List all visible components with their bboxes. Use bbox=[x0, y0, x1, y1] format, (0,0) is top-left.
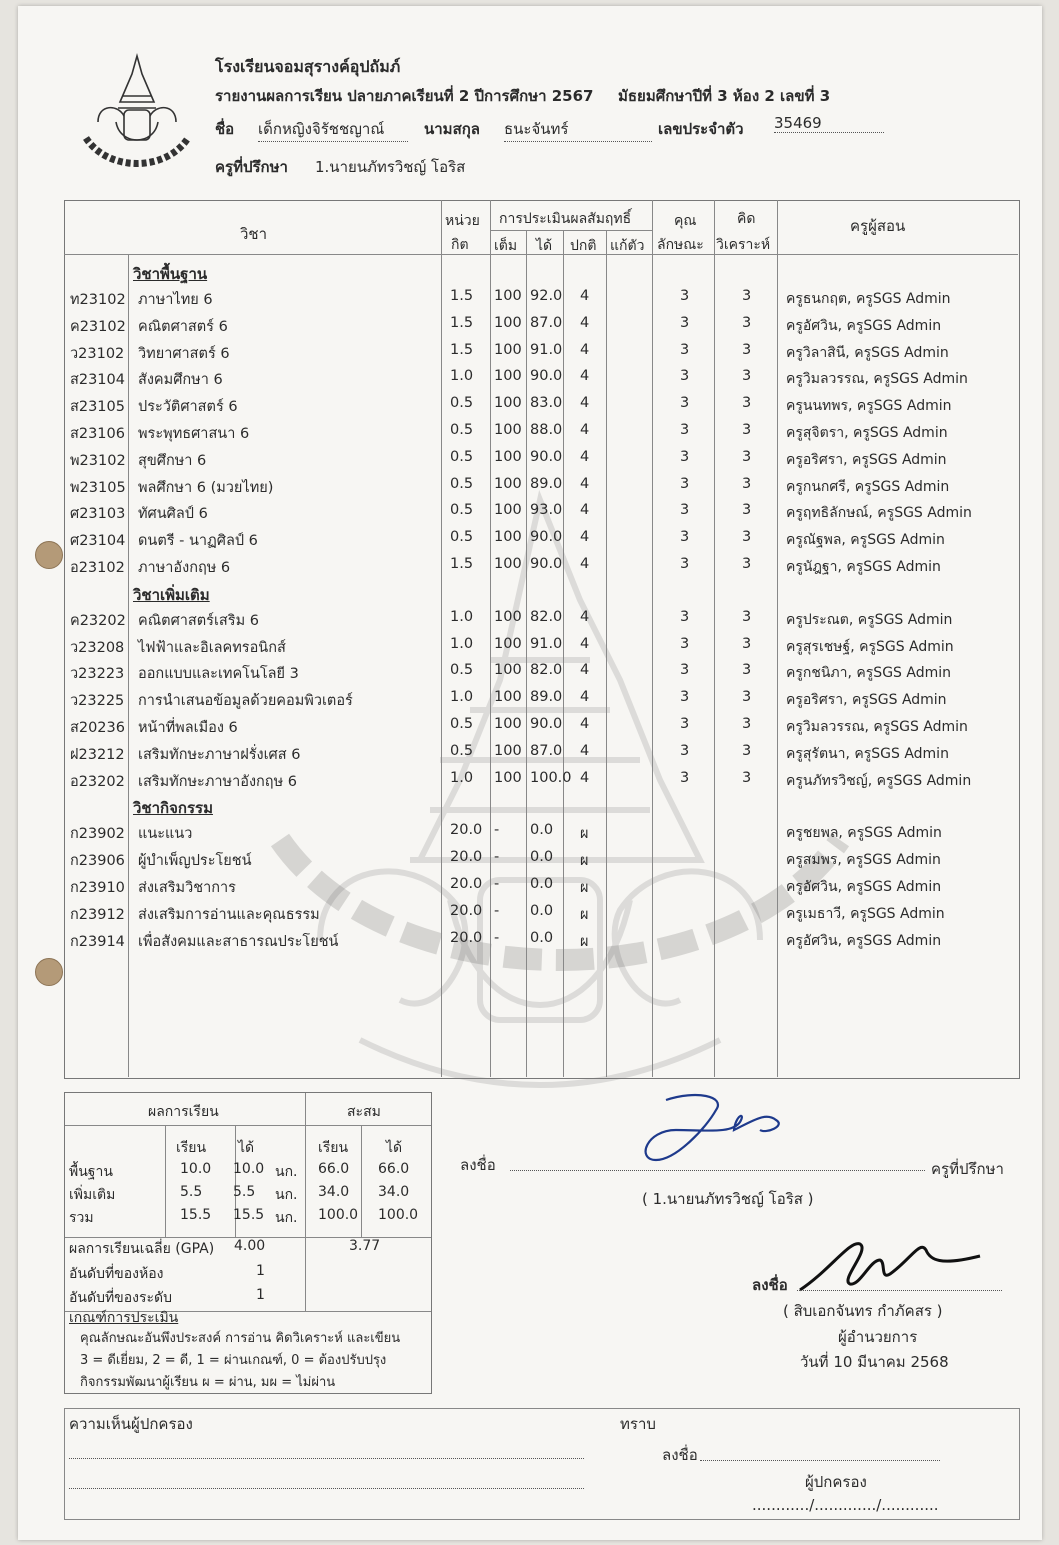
row-teacher: ครูชยพล, ครูSGS Admin bbox=[786, 825, 942, 842]
rank-level-value: 1 bbox=[256, 1287, 265, 1303]
row-teacher: ครูสุจิตรา, ครูSGS Admin bbox=[786, 425, 948, 441]
row-code: ค23102 bbox=[70, 318, 126, 335]
row-name: ภาษาอังกฤษ 6 bbox=[138, 560, 231, 576]
row-code: ศ23104 bbox=[70, 533, 126, 550]
row-grade: ผ bbox=[580, 906, 589, 923]
section-title: วิชาพื้นฐาน bbox=[133, 265, 208, 283]
row-name: เสริมทักษะภาษาอังกฤษ 6 bbox=[138, 773, 297, 790]
col-line bbox=[606, 230, 607, 1077]
row-think: 3 bbox=[742, 395, 752, 412]
row-name: ภาษาไทย 6 bbox=[138, 292, 213, 308]
gpa-cumulative: 3.77 bbox=[349, 1238, 381, 1254]
row-name: สังคมศึกษา 6 bbox=[138, 372, 223, 389]
row-grade: 4 bbox=[580, 314, 590, 331]
row-think: 3 bbox=[742, 769, 752, 786]
row-name: ทัศนศิลป์ 6 bbox=[138, 506, 208, 523]
row-grade: 4 bbox=[580, 395, 590, 412]
row-grade: 4 bbox=[580, 608, 590, 625]
row-think: 3 bbox=[742, 314, 752, 331]
row-quality: 3 bbox=[680, 341, 690, 358]
row-teacher: ครูสุรัตนา, ครูSGS Admin bbox=[786, 745, 949, 762]
row-credit: 1.5 bbox=[450, 314, 474, 331]
row-full: 100 bbox=[494, 422, 522, 438]
row-full: 100 bbox=[494, 608, 522, 625]
summary-label: รวม bbox=[69, 1210, 94, 1226]
summary-cum-got-header: ได้ bbox=[386, 1140, 403, 1156]
row-full: - bbox=[494, 902, 500, 919]
col-full: เต็ม bbox=[494, 238, 518, 254]
row-score: 90.0 bbox=[530, 368, 563, 385]
row-think: 3 bbox=[742, 689, 752, 706]
row-full: - bbox=[494, 876, 500, 892]
row-code: ก23902 bbox=[70, 826, 125, 843]
row-credit: 0.5 bbox=[450, 422, 474, 438]
row-grade: 4 bbox=[580, 635, 590, 652]
row-think: 3 bbox=[742, 556, 752, 572]
row-credit: 0.5 bbox=[450, 742, 474, 759]
summary-study: 10.0 bbox=[180, 1161, 212, 1177]
summary-got: 5.5 bbox=[233, 1184, 256, 1200]
row-name: เพื่อสังคมและสาธารณประโยชน์ bbox=[138, 933, 339, 950]
row-grade: 4 bbox=[580, 368, 590, 385]
row-code: ฝ23212 bbox=[70, 746, 125, 763]
advisor-printed-name: ( 1.นายนภัทรวิชญ์ โอริส ) bbox=[642, 1190, 814, 1208]
row-teacher: ครูอัศวิน, ครูSGS Admin bbox=[786, 932, 942, 949]
col-quality-2: ลักษณะ bbox=[657, 237, 704, 253]
summary-cum_study: 66.0 bbox=[318, 1161, 350, 1177]
row-name: ส่งเสริมวิชาการ bbox=[138, 880, 236, 896]
col-quality-1: คุณ bbox=[674, 213, 697, 229]
row-credit: 1.0 bbox=[450, 368, 474, 385]
col-eval: การประเมินผลสัมฤทธิ์ bbox=[499, 211, 632, 227]
row-think: 3 bbox=[742, 368, 752, 385]
summary-cum_study: 100.0 bbox=[318, 1207, 359, 1223]
summary-label: พื้นฐาน bbox=[69, 1164, 113, 1180]
row-code: ว23102 bbox=[70, 345, 125, 362]
row-credit: 20.0 bbox=[450, 876, 483, 892]
row-teacher: ครูวิมลวรรณ, ครูSGS Admin bbox=[786, 719, 968, 735]
parent-comment-label: ความเห็นผู้ปกครอง bbox=[69, 1415, 193, 1433]
row-full: 100 bbox=[494, 662, 522, 679]
col-line bbox=[714, 200, 715, 1077]
row-full: - bbox=[494, 929, 500, 946]
row-name: สุขศึกษา 6 bbox=[138, 452, 207, 469]
row-code: ก23914 bbox=[70, 933, 125, 950]
row-name: ไฟฟ้าและอิเลคทรอนิกส์ bbox=[138, 639, 286, 656]
row-teacher: ครูกชนิภา, ครูSGS Admin bbox=[786, 665, 951, 682]
row-score: 91.0 bbox=[530, 341, 563, 358]
row-grade: ผ bbox=[580, 933, 589, 950]
row-score: 91.0 bbox=[530, 635, 563, 652]
advisor-sign-label: ลงชื่อ bbox=[460, 1156, 496, 1174]
row-full: 100 bbox=[494, 395, 522, 412]
criteria-line-2: 3 = ดีเยี่ยม, 2 = ดี, 1 = ผ่านเกณฑ์, 0 = ต้องปรับปรุง bbox=[80, 1353, 387, 1368]
parent-acknowledge: ทราบ bbox=[620, 1415, 656, 1433]
row-grade: 4 bbox=[580, 716, 590, 732]
summary-unit: นก. bbox=[275, 1164, 298, 1180]
row-credit: 0.5 bbox=[450, 448, 474, 465]
rank-room-value: 1 bbox=[256, 1263, 265, 1279]
row-score: 93.0 bbox=[530, 502, 563, 519]
summary-study: 15.5 bbox=[180, 1207, 212, 1223]
advisor-name: 1.นายนภัทรวิชญ์ โอริส bbox=[315, 158, 466, 176]
row-think: 3 bbox=[742, 502, 752, 519]
row-name: พระพุทธศาสนา 6 bbox=[138, 426, 250, 442]
row-credit: 1.5 bbox=[450, 556, 474, 572]
row-name: คณิตศาสตร์เสริม 6 bbox=[138, 612, 259, 629]
row-quality: 3 bbox=[680, 288, 690, 304]
row-quality: 3 bbox=[680, 368, 690, 385]
row-teacher: ครูกนกศรี, ครูSGS Admin bbox=[786, 478, 950, 495]
row-credit: 1.0 bbox=[450, 689, 474, 706]
row-name: พลศึกษา 6 (มวยไทย) bbox=[138, 479, 274, 496]
row-grade: 4 bbox=[580, 502, 590, 519]
rank-room-label: อันดับที่ของห้อง bbox=[69, 1266, 164, 1282]
col-credit-1: หน่วย bbox=[445, 213, 480, 229]
row-teacher: ครูประณต, ครูSGS Admin bbox=[786, 611, 953, 628]
summary-cum_got: 34.0 bbox=[378, 1184, 410, 1200]
row-full: 100 bbox=[494, 716, 522, 732]
row-think: 3 bbox=[742, 529, 752, 546]
row-grade: 4 bbox=[580, 288, 590, 304]
rank-level-label: อันดับที่ของระดับ bbox=[69, 1290, 173, 1306]
row-credit: 0.5 bbox=[450, 662, 474, 679]
row-code: ส23106 bbox=[70, 426, 125, 442]
criteria-line-3: กิจกรรมพัฒนาผู้เรียน ผ = ผ่าน, มผ = ไม่ผ่าน bbox=[80, 1375, 336, 1390]
row-score: 0.0 bbox=[530, 929, 554, 946]
summary-study-header: เรียน bbox=[176, 1140, 207, 1156]
row-teacher: ครูสุรเชษฐ์, ครูSGS Admin bbox=[786, 638, 954, 655]
row-grade: 4 bbox=[580, 662, 590, 679]
col-subject: วิชา bbox=[240, 225, 268, 243]
row-name: ประวัติศาสตร์ 6 bbox=[138, 399, 238, 416]
row-think: 3 bbox=[742, 422, 752, 438]
row-teacher: ครูอริศรา, ครูSGS Admin bbox=[786, 451, 947, 468]
row-full: 100 bbox=[494, 502, 522, 519]
row-teacher: ครูสมพร, ครูSGS Admin bbox=[786, 852, 941, 869]
row-teacher: ครูอัศวิน, ครูSGS Admin bbox=[786, 879, 942, 895]
advisor-role: ครูที่ปรึกษา bbox=[931, 1160, 1004, 1178]
row-teacher: ครูนนทพร, ครูSGS Admin bbox=[786, 398, 952, 415]
row-think: 3 bbox=[742, 742, 752, 759]
row-full: 100 bbox=[494, 368, 522, 385]
row-quality: 3 bbox=[680, 689, 690, 706]
row-code: ส23105 bbox=[70, 399, 125, 416]
row-code: ค23202 bbox=[70, 612, 126, 629]
row-score: 89.0 bbox=[530, 689, 563, 706]
name-label: ชื่อ bbox=[215, 120, 235, 138]
school-logo bbox=[78, 52, 196, 180]
row-teacher: ครูธนกฤต, ครูSGS Admin bbox=[786, 291, 951, 307]
row-teacher: ครูนัฎฐา, ครูSGS Admin bbox=[786, 559, 941, 575]
row-grade: 4 bbox=[580, 769, 590, 786]
row-score: 90.0 bbox=[530, 529, 563, 546]
summary-unit: นก. bbox=[275, 1210, 298, 1226]
row-score: 90.0 bbox=[530, 556, 563, 572]
summary-got-header: ได้ bbox=[238, 1140, 255, 1156]
col-line bbox=[563, 230, 564, 1077]
eval-subdivider bbox=[490, 230, 652, 231]
surname-label: นามสกุล bbox=[424, 120, 480, 138]
gpa-label: ผลการเรียนเฉลี่ย (GPA) bbox=[69, 1241, 215, 1257]
row-full: 100 bbox=[494, 769, 522, 786]
row-quality: 3 bbox=[680, 395, 690, 412]
col-line bbox=[441, 200, 442, 1077]
row-code: ก23906 bbox=[70, 853, 125, 870]
col-line bbox=[652, 200, 653, 1077]
director-name: ( สิบเอกจันทร กำภัคสร ) bbox=[783, 1302, 943, 1320]
row-name: ผู้บำเพ็ญประโยชน์ bbox=[138, 853, 252, 870]
row-code: ว23208 bbox=[70, 639, 125, 656]
summary-got: 15.5 bbox=[233, 1207, 265, 1223]
col-score: ได้ bbox=[536, 238, 553, 254]
row-credit: 0.5 bbox=[450, 716, 474, 732]
row-teacher: ครูอัศวิน, ครูSGS Admin bbox=[786, 317, 942, 334]
row-code: ว23225 bbox=[70, 693, 125, 710]
punch-hole bbox=[35, 541, 63, 569]
row-full: 100 bbox=[494, 556, 522, 572]
row-quality: 3 bbox=[680, 662, 690, 679]
row-full: 100 bbox=[494, 341, 522, 358]
summary-label: เพิ่มเติม bbox=[69, 1187, 116, 1203]
row-name: ดนตรี - นาฏศิลป์ 6 bbox=[138, 533, 258, 550]
row-full: 100 bbox=[494, 288, 522, 304]
row-grade: 4 bbox=[580, 341, 590, 358]
col-normal: ปกติ bbox=[570, 238, 597, 254]
class-info: มัธยมศึกษาปีที่ 3 ห้อง 2 เลขที่ 3 bbox=[618, 87, 831, 105]
row-full: 100 bbox=[494, 635, 522, 652]
gpa-value: 4.00 bbox=[234, 1238, 266, 1254]
row-name: ออกแบบและเทคโนโลยี 3 bbox=[138, 666, 299, 683]
row-code: อ23202 bbox=[70, 773, 125, 790]
row-score: 82.0 bbox=[530, 608, 563, 625]
section-title: วิชากิจกรรม bbox=[133, 799, 213, 818]
row-score: 82.0 bbox=[530, 662, 563, 679]
signature-date: วันที่ 10 มีนาคม 2568 bbox=[800, 1353, 949, 1371]
row-credit: 0.5 bbox=[450, 475, 474, 492]
row-credit: 1.5 bbox=[450, 288, 474, 304]
summary-cum-study-header: เรียน bbox=[318, 1140, 349, 1156]
row-quality: 3 bbox=[680, 448, 690, 465]
summary-cum_got: 100.0 bbox=[378, 1207, 419, 1223]
row-credit: 20.0 bbox=[450, 849, 483, 866]
row-full: 100 bbox=[494, 314, 522, 331]
summary-study: 5.5 bbox=[180, 1184, 203, 1200]
row-quality: 3 bbox=[680, 314, 690, 331]
summary-cumulative-label: สะสม bbox=[347, 1104, 381, 1120]
parent-sign-line[interactable] bbox=[700, 1450, 940, 1461]
row-grade: 4 bbox=[580, 529, 590, 546]
row-grade: 4 bbox=[580, 448, 590, 465]
row-quality: 3 bbox=[680, 742, 690, 759]
row-code: พ23102 bbox=[70, 452, 126, 469]
code-col-line bbox=[128, 254, 129, 1077]
row-quality: 3 bbox=[680, 716, 690, 732]
row-quality: 3 bbox=[680, 769, 690, 786]
row-grade: ผ bbox=[580, 880, 589, 896]
row-teacher: ครูเมธาวี, ครูSGS Admin bbox=[786, 905, 945, 922]
row-full: - bbox=[494, 822, 500, 839]
row-grade: ผ bbox=[580, 853, 589, 870]
row-credit: 20.0 bbox=[450, 902, 483, 919]
row-credit: 1.0 bbox=[450, 608, 474, 625]
row-score: 92.0 bbox=[530, 288, 563, 304]
row-credit: 0.5 bbox=[450, 395, 474, 412]
director-sign-line bbox=[797, 1280, 1002, 1291]
row-score: 0.0 bbox=[530, 876, 554, 892]
criteria-line-1: คุณลักษณะอันพึงประสงค์ การอ่าน คิดวิเคราะห์ และเขียน bbox=[80, 1331, 401, 1346]
report-title: รายงานผลการเรียน ปลายภาคเรียนที่ 2 ปีการศึกษา 2567 bbox=[215, 87, 594, 105]
row-score: 90.0 bbox=[530, 716, 563, 732]
summary-unit: นก. bbox=[275, 1187, 298, 1203]
row-credit: 0.5 bbox=[450, 502, 474, 519]
summary-result-label: ผลการเรียน bbox=[148, 1104, 219, 1120]
row-code: ส20236 bbox=[70, 720, 125, 736]
row-teacher: ครูณัฐพล, ครูSGS Admin bbox=[786, 532, 945, 549]
parent-role: ผู้ปกครอง bbox=[805, 1473, 867, 1491]
row-code: ว23223 bbox=[70, 666, 125, 683]
row-quality: 3 bbox=[680, 502, 690, 519]
row-score: 87.0 bbox=[530, 742, 563, 759]
director-sign-label: ลงชื่อ bbox=[752, 1276, 788, 1294]
advisor-sign-line bbox=[510, 1160, 925, 1171]
student-id: 35469 bbox=[774, 114, 884, 133]
row-grade: ผ bbox=[580, 826, 589, 843]
col-think-2: วิเคราะห์ bbox=[716, 237, 771, 253]
row-teacher: ครูนภัทรวิชญ์, ครูSGS Admin bbox=[786, 772, 972, 789]
row-teacher: ครูวิลาสินี, ครูSGS Admin bbox=[786, 344, 949, 361]
advisor-label: ครูที่ปรึกษา bbox=[215, 158, 288, 176]
row-score: 100.0 bbox=[530, 769, 572, 786]
row-quality: 3 bbox=[680, 556, 690, 572]
row-name: คณิตศาสตร์ 6 bbox=[138, 318, 228, 335]
school-name: โรงเรียนจอมสุรางค์อุปถัมภ์ bbox=[215, 57, 401, 76]
col-line bbox=[777, 200, 778, 1077]
row-code: ก23912 bbox=[70, 906, 125, 923]
row-name: การนำเสนอข้อมูลด้วยคอมพิวเตอร์ bbox=[138, 693, 353, 710]
col-line bbox=[490, 200, 491, 1077]
row-quality: 3 bbox=[680, 529, 690, 546]
col-teacher: ครูผู้สอน bbox=[850, 217, 906, 235]
row-score: 0.0 bbox=[530, 849, 554, 866]
row-credit: 20.0 bbox=[450, 822, 483, 839]
row-grade: 4 bbox=[580, 422, 590, 438]
col-think-1: คิด bbox=[737, 211, 756, 227]
comment-line-1[interactable] bbox=[69, 1448, 584, 1459]
row-full: 100 bbox=[494, 475, 522, 492]
row-code: พ23105 bbox=[70, 479, 126, 496]
row-quality: 3 bbox=[680, 635, 690, 652]
row-name: หน้าที่พลเมือง 6 bbox=[138, 720, 238, 736]
row-think: 3 bbox=[742, 635, 752, 652]
row-grade: 4 bbox=[580, 556, 590, 572]
row-full: 100 bbox=[494, 448, 522, 465]
row-credit: 0.5 bbox=[450, 529, 474, 546]
student-first-name: เด็กหญิงจิรัชชญาณ์ bbox=[258, 117, 408, 142]
row-grade: 4 bbox=[580, 689, 590, 706]
row-score: 89.0 bbox=[530, 475, 563, 492]
row-full: - bbox=[494, 849, 500, 866]
row-code: ก23910 bbox=[70, 880, 125, 896]
row-score: 88.0 bbox=[530, 422, 563, 438]
student-id-label: เลขประจำตัว bbox=[658, 120, 744, 138]
row-credit: 1.0 bbox=[450, 769, 474, 786]
row-score: 87.0 bbox=[530, 314, 563, 331]
row-name: เสริมทักษะภาษาฝรั่งเศส 6 bbox=[138, 746, 301, 763]
row-code: ท23102 bbox=[70, 292, 126, 308]
row-name: วิทยาศาสตร์ 6 bbox=[138, 345, 230, 362]
row-full: 100 bbox=[494, 529, 522, 546]
summary-cum_study: 34.0 bbox=[318, 1184, 350, 1200]
row-quality: 3 bbox=[680, 608, 690, 625]
row-score: 90.0 bbox=[530, 448, 563, 465]
parent-sign-label: ลงชื่อ bbox=[662, 1446, 698, 1464]
row-credit: 1.5 bbox=[450, 341, 474, 358]
row-grade: 4 bbox=[580, 475, 590, 492]
col-fix: แก้ตัว bbox=[610, 238, 645, 254]
col-line bbox=[526, 230, 527, 1077]
row-code: ส23104 bbox=[70, 372, 125, 389]
student-surname: ธนะจันทร์ bbox=[504, 117, 652, 142]
row-code: ศ23103 bbox=[70, 506, 126, 523]
summary-cum_got: 66.0 bbox=[378, 1161, 410, 1177]
director-role: ผู้อำนวยการ bbox=[838, 1328, 918, 1346]
col-credit-2: กิต bbox=[451, 237, 469, 253]
row-grade: 4 bbox=[580, 742, 590, 759]
row-code: อ23102 bbox=[70, 560, 125, 576]
row-score: 83.0 bbox=[530, 395, 563, 412]
row-name: ส่งเสริมการอ่านและคุณธรรม bbox=[138, 906, 320, 923]
row-quality: 3 bbox=[680, 422, 690, 438]
row-score: 0.0 bbox=[530, 902, 554, 919]
punch-hole bbox=[35, 958, 63, 986]
row-think: 3 bbox=[742, 662, 752, 679]
row-credit: 20.0 bbox=[450, 929, 483, 946]
row-credit: 1.0 bbox=[450, 635, 474, 652]
row-full: 100 bbox=[494, 689, 522, 706]
section-title: วิชาเพิ่มเติม bbox=[133, 585, 210, 604]
summary-got: 10.0 bbox=[233, 1161, 265, 1177]
row-score: 0.0 bbox=[530, 822, 554, 839]
row-think: 3 bbox=[742, 341, 752, 358]
comment-line-2[interactable] bbox=[69, 1478, 584, 1489]
row-quality: 3 bbox=[680, 475, 690, 492]
row-teacher: ครูฤทธิลักษณ์, ครูSGS Admin bbox=[786, 505, 972, 522]
row-teacher: ครูอริศรา, ครูSGS Admin bbox=[786, 692, 947, 709]
row-name: แนะแนว bbox=[138, 826, 193, 843]
row-think: 3 bbox=[742, 288, 752, 304]
row-think: 3 bbox=[742, 716, 752, 732]
row-think: 3 bbox=[742, 448, 752, 465]
row-teacher: ครูวิมลวรรณ, ครูSGS Admin bbox=[786, 371, 968, 388]
criteria-title: เกณฑ์การประเมิน bbox=[69, 1310, 179, 1326]
parent-date-line: ............/............./............ bbox=[752, 1496, 939, 1514]
row-think: 3 bbox=[742, 475, 752, 492]
row-think: 3 bbox=[742, 608, 752, 625]
row-full: 100 bbox=[494, 742, 522, 759]
